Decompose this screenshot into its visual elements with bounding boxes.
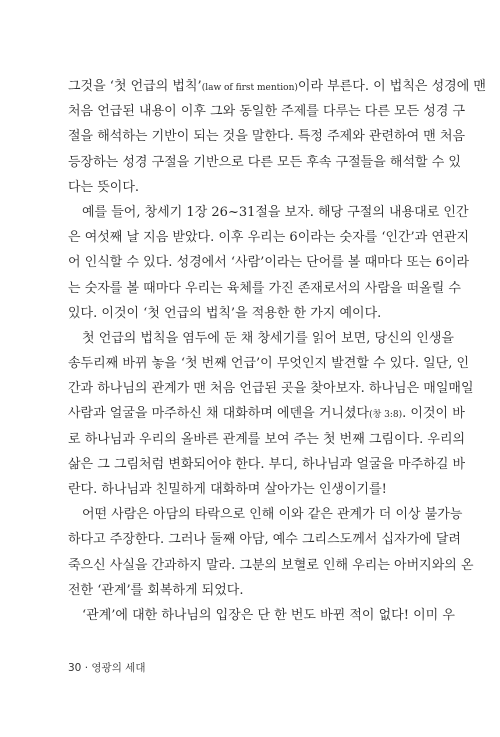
text-line: 처음 언급된 내용이 이후 그와 동일한 주제를 다루는 다른 모든 성경 구 xyxy=(68,104,466,120)
text-line: 어 인식할 수 있다. 성경에서 ‘사람’이라는 단어를 볼 때마다 또는 6이라 xyxy=(68,255,470,271)
body-text xyxy=(68,74,486,628)
text-line xyxy=(68,74,486,99)
text-line: 등장하는 성경 구절을 기반으로 다른 모든 후속 구절들을 해석할 수 있 xyxy=(68,154,461,170)
text-line: 죽으신 사실을 간과하지 말라. 그분의 보혈로 인해 우리는 아버지와의 온 xyxy=(68,557,474,573)
text-line: 은 여섯째 날 지음 받았다. 이후 우리는 6이라는 숫자를 ‘인간’과 연관지 xyxy=(68,230,470,246)
page-number: 30 xyxy=(68,662,82,674)
scripture-reference: (창 3:8) xyxy=(369,410,403,421)
page-footer xyxy=(68,660,145,675)
text-line: 있다. 이것이 ‘첫 언급의 법칙’을 적용한 한 가지 예이다. xyxy=(68,305,382,321)
footer-separator: · xyxy=(84,662,89,674)
text-run: . 이것이 바 xyxy=(402,406,465,422)
text-line: 하다고 주장한다. 그러나 둘째 아담, 예수 그리스도께서 십자가에 달려 xyxy=(68,532,461,548)
text-line: 어떤 사람은 아담의 타락으로 인해 이와 같은 관계가 더 이상 불가능 xyxy=(82,507,463,523)
text-line: 란다. 하나님과 친밀하게 대화하며 살아가는 인생이기를! xyxy=(68,482,387,497)
text-line: 간과 하나님의 관계가 맨 처음 언급된 곳을 찾아보자. 하나님은 매일매일 xyxy=(68,381,474,397)
text-line: 다는 뜻이다. xyxy=(68,179,140,195)
text-line: 는 숫자를 볼 때마다 우리는 육체를 가진 존재로서의 사람을 떠올릴 수 xyxy=(68,280,461,296)
text-line: 예를 들어, 창세기 1장 26~31절을 보자. 해당 구절의 내용대로 인간 xyxy=(82,204,469,220)
book-title: 영광의 세대 xyxy=(91,662,146,674)
text-line: 송두리째 바뀌 놓을 ‘첫 번째 언급’이 무엇인지 발견할 수 있다. 일단, 인 xyxy=(68,356,470,372)
text-line: ‘관계’에 대한 하나님의 입장은 단 한 번도 바뀐 적이 없다! 이미 우 xyxy=(82,607,455,623)
text-line: 절을 해석하는 기반이 되는 것을 말한다. 특정 주제와 관련하여 맨 처음 xyxy=(68,129,466,145)
text-line: 로 하나님과 우리의 올바른 관계를 보여 주는 첫 번째 그림이다. 우리의 xyxy=(68,431,466,447)
english-term: (law of first mention) xyxy=(201,83,298,93)
text-run: 이라 부른다. 이 법칙은 성경에 맨 xyxy=(297,79,486,94)
text-line: 삶은 그 그림처럼 변화되어야 한다. 부디, 하나님과 얼굴을 마주하길 바 xyxy=(68,456,466,472)
text-line: 전한 ‘관계’를 회복하게 되었다. xyxy=(68,582,244,598)
text-run: 그것을 ‘첫 언급의 법칙’ xyxy=(68,79,202,94)
text-line xyxy=(68,401,465,426)
text-line: 첫 언급의 법칙을 염두에 둔 채 창세기를 읽어 보면, 당신의 인생을 xyxy=(82,330,454,346)
text-run: 사람과 얼굴을 마주하신 채 대화하며 에덴을 거니셨다 xyxy=(68,406,370,422)
